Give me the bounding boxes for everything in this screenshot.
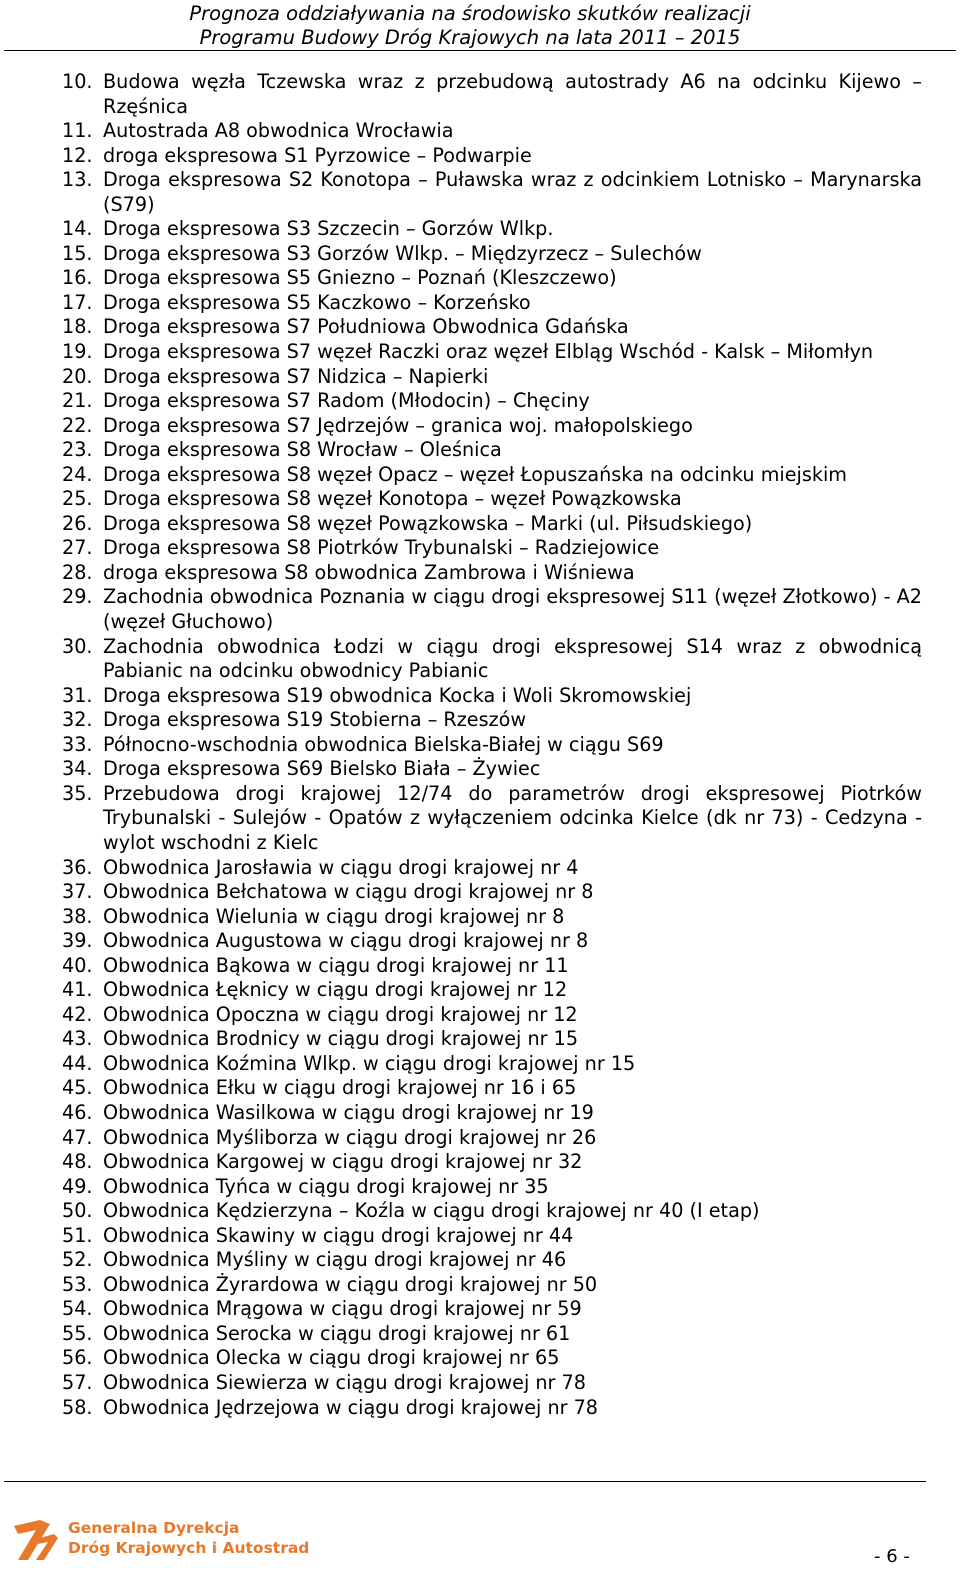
gddkia-logo — [10, 1512, 320, 1564]
list-item — [62, 512, 922, 537]
list-item-text: Droga ekspresowa S69 Bielsko Biała – Żywiec — [103, 757, 541, 781]
list-item-text: droga ekspresowa S1 Pyrzowice – Podwarpie — [103, 143, 532, 167]
list-item-number: 26. — [62, 511, 93, 535]
list-item-number: 46. — [62, 1100, 93, 1124]
list-item-text: Droga ekspresowa S5 Kaczkowo – Korzeńsko — [103, 290, 531, 314]
list-item — [62, 217, 922, 242]
list-item-text: Droga ekspresowa S7 węzeł Raczki oraz węzeł Elbląg Wschód - Kalsk – Miłomłyn — [103, 340, 874, 364]
list-item-text: Północno-wschodnia obwodnica Bielska-Białej w ciągu S69 — [103, 732, 664, 756]
list-item — [62, 1346, 922, 1371]
list-item-number: 50. — [62, 1199, 93, 1223]
list-item-number: 56. — [62, 1346, 93, 1370]
list-item-number: 31. — [62, 683, 93, 707]
list-item-text: Obwodnica Kargowej w ciągu drogi krajowej nr 32 — [103, 1150, 583, 1174]
list-item — [62, 757, 922, 782]
list-item-number: 28. — [62, 560, 93, 584]
list-item — [62, 438, 922, 463]
list-item — [62, 242, 922, 267]
list-item — [62, 315, 922, 340]
list-item-number: 21. — [62, 389, 93, 413]
list-item — [62, 635, 922, 684]
list-item-number: 17. — [62, 290, 93, 314]
list-item-text: Droga ekspresowa S19 Stobierna – Rzeszów — [103, 708, 527, 732]
list-item-number: 52. — [62, 1248, 93, 1272]
list-item — [62, 684, 922, 709]
list-item-text: Obwodnica Tyńca w ciągu drogi krajowej nr 35 — [103, 1174, 549, 1198]
list-item-number: 27. — [62, 536, 93, 560]
list-item — [62, 70, 922, 119]
list-item-text: Obwodnica Jarosławia w ciągu drogi krajowej nr 4 — [103, 855, 579, 879]
list-item-text: Droga ekspresowa S7 Południowa Obwodnica Gdańska — [103, 315, 629, 339]
list-item-text: Droga ekspresowa S7 Jędrzejów – granica woj. małopolskiego — [103, 413, 693, 437]
list-item-number: 25. — [62, 487, 93, 511]
list-item — [62, 733, 922, 758]
list-item — [62, 414, 922, 439]
list-item — [62, 365, 922, 390]
list-item-number: 33. — [62, 732, 93, 756]
list-item-number: 16. — [62, 266, 93, 290]
list-item-number: 32. — [62, 708, 93, 732]
list-item-number: 35. — [62, 781, 93, 805]
list-item-number: 20. — [62, 364, 93, 388]
logo-text-line-2: Dróg Krajowych i Autostrad — [68, 1539, 310, 1557]
list-item-text: Obwodnica Bełchatowa w ciągu drogi krajowej nr 8 — [103, 880, 594, 904]
list-item-number: 19. — [62, 340, 93, 364]
list-item-number: 24. — [62, 462, 93, 486]
list-item-number: 44. — [62, 1051, 93, 1075]
list-item-text: Obwodnica Łęknicy w ciągu drogi krajowej nr 12 — [103, 978, 568, 1002]
list-item-number: 48. — [62, 1150, 93, 1174]
list-item-number: 39. — [62, 929, 93, 953]
list-item-number: 51. — [62, 1223, 93, 1247]
list-item-text: Obwodnica Koźmina Wlkp. w ciągu drogi krajowej nr 15 — [103, 1051, 636, 1075]
list-item-text: droga ekspresowa S8 obwodnica Zambrowa i Wiśniewa — [103, 560, 635, 584]
list-item — [62, 1224, 922, 1249]
list-item-text: Droga ekspresowa S19 obwodnica Kocka i Woli Skromowskiej — [103, 683, 692, 707]
list-item-text: Autostrada A8 obwodnica Wrocławia — [103, 119, 454, 143]
list-item — [62, 119, 922, 144]
list-item-number: 49. — [62, 1174, 93, 1198]
list-item — [62, 1371, 922, 1396]
header-divider — [4, 50, 956, 51]
header-title-line-2: Programu Budowy Dróg Krajowych na lata 2011 – 2015 — [199, 26, 741, 49]
list-item-text: Obwodnica Brodnicy w ciągu drogi krajowej nr 15 — [103, 1027, 579, 1051]
list-item-number: 45. — [62, 1076, 93, 1100]
list-item-text: Droga ekspresowa S7 Nidzica – Napierki — [103, 364, 489, 388]
list-item-text: Przebudowa drogi krajowej 12/74 do parametrów drogi ekspresowej Piotrków Trybunalski - Sulejów - Opatów z wyłączeniem odcinka Kielce (dk nr 73) - Cedzyna - wylot wschodni z Kielc — [103, 781, 922, 854]
list-item-number: 18. — [62, 315, 93, 339]
list-item-text: Obwodnica Wielunia w ciągu drogi krajowej nr 8 — [103, 904, 565, 928]
list-item-number: 58. — [62, 1395, 93, 1419]
list-item — [62, 1273, 922, 1298]
list-item-number: 43. — [62, 1027, 93, 1051]
footer-divider — [4, 1481, 926, 1482]
list-item-number: 41. — [62, 978, 93, 1002]
list-item-number: 23. — [62, 438, 93, 462]
header-title-line-1: Prognoza oddziaływania na środowisko skutków realizacji — [189, 2, 751, 25]
list-item-text: Obwodnica Bąkowa w ciągu drogi krajowej nr 11 — [103, 953, 569, 977]
list-item-number: 54. — [62, 1297, 93, 1321]
list-item-number: 55. — [62, 1321, 93, 1345]
list-item-number: 36. — [62, 855, 93, 879]
list-item — [62, 266, 922, 291]
list-item-text: Zachodnia obwodnica Poznania w ciągu drogi ekspresowej S11 (węzeł Złotkowo) - A2 (węzeł Głuchowo) — [103, 585, 922, 634]
list-item — [62, 1396, 922, 1421]
list-item-number: 47. — [62, 1125, 93, 1149]
list-item — [62, 1199, 922, 1224]
list-item — [62, 585, 922, 634]
list-item-text: Droga ekspresowa S8 Wrocław – Oleśnica — [103, 438, 502, 462]
list-item — [62, 1297, 922, 1322]
list-item — [62, 1126, 922, 1151]
list-item-number: 30. — [62, 634, 93, 658]
list-item-number: 29. — [62, 585, 93, 609]
list-item — [62, 905, 922, 930]
list-item-number: 34. — [62, 757, 93, 781]
list-item-text: Obwodnica Myśliny w ciągu drogi krajowej nr 46 — [103, 1248, 567, 1272]
list-item — [62, 291, 922, 316]
list-item — [62, 1027, 922, 1052]
list-item — [62, 1248, 922, 1273]
list-item — [62, 1150, 922, 1175]
list-item — [62, 1322, 922, 1347]
list-item-number: 14. — [62, 217, 93, 241]
list-item-number: 37. — [62, 880, 93, 904]
list-item-number: 38. — [62, 904, 93, 928]
list-item-text: Droga ekspresowa S8 węzeł Konotopa – węzeł Powązkowska — [103, 487, 682, 511]
list-item-text: Obwodnica Żyrardowa w ciągu drogi krajowej nr 50 — [103, 1272, 598, 1296]
list-item-text: Obwodnica Mrągowa w ciągu drogi krajowej nr 59 — [103, 1297, 582, 1321]
list-item — [62, 1101, 922, 1126]
list-item — [62, 856, 922, 881]
list-item-number: 10. — [62, 70, 93, 93]
list-item-text: Obwodnica Augustowa w ciągu drogi krajowej nr 8 — [103, 929, 589, 953]
list-item-text: Droga ekspresowa S2 Konotopa – Puławska wraz z odcinkiem Lotnisko – Marynarska (S79) — [103, 168, 922, 216]
list-item-text: Zachodnia obwodnica Łodzi w ciągu drogi ekspresowej S14 wraz z obwodnicą Pabianic na odcinku obwodnicy Pabianic — [103, 634, 922, 683]
list-item-number: 22. — [62, 413, 93, 437]
logo-text-line-1: Generalna Dyrekcja — [68, 1519, 240, 1537]
list-item — [62, 536, 922, 561]
list-item-number: 12. — [62, 143, 93, 167]
gddkia-logo-icon — [10, 1512, 62, 1564]
list-item-text: Obwodnica Jędrzejowa w ciągu drogi krajowej nr 78 — [103, 1395, 599, 1419]
list-item-text: Droga ekspresowa S3 Szczecin – Gorzów Wlkp. — [103, 217, 554, 241]
list-item-text: Droga ekspresowa S3 Gorzów Wlkp. – Międzyrzecz – Sulechów — [103, 241, 702, 265]
list-item-text: Obwodnica Myśliborza w ciągu drogi krajowej nr 26 — [103, 1125, 597, 1149]
list-item-text: Obwodnica Serocka w ciągu drogi krajowej nr 61 — [103, 1321, 571, 1345]
list-item — [62, 708, 922, 733]
list-item — [62, 561, 922, 586]
list-item — [62, 487, 922, 512]
list-item-text: Obwodnica Olecka w ciągu drogi krajowej nr 65 — [103, 1346, 560, 1370]
list-item — [62, 144, 922, 169]
list-item — [62, 1003, 922, 1028]
page-header — [0, 0, 960, 50]
list-item — [62, 389, 922, 414]
list-item-text: Obwodnica Opoczna w ciągu drogi krajowej nr 12 — [103, 1002, 578, 1026]
list-item-number: 40. — [62, 953, 93, 977]
list-item-text: Droga ekspresowa S8 Piotrków Trybunalski – Radziejowice — [103, 536, 660, 560]
list-item-text: Obwodnica Skawiny w ciągu drogi krajowej nr 44 — [103, 1223, 574, 1247]
list-item-text: Droga ekspresowa S7 Radom (Młodocin) – Chęciny — [103, 389, 590, 413]
list-item-text: Droga ekspresowa S8 węzeł Powązkowska – Marki (ul. Piłsudskiego) — [103, 511, 753, 535]
list-item — [62, 168, 922, 217]
list-item — [62, 929, 922, 954]
list-item — [62, 954, 922, 979]
list-item-text: Obwodnica Ełku w ciągu drogi krajowej nr 16 i 65 — [103, 1076, 577, 1100]
list-item-text: Obwodnica Siewierza w ciągu drogi krajowej nr 78 — [103, 1370, 586, 1394]
list-item — [62, 340, 922, 365]
list-item — [62, 1052, 922, 1077]
list-item-text: Obwodnica Kędzierzyna – Koźla w ciągu drogi krajowej nr 40 (I etap) — [103, 1199, 760, 1223]
list-item — [62, 978, 922, 1003]
list-item-number: 57. — [62, 1370, 93, 1394]
list-item-number: 53. — [62, 1272, 93, 1296]
list-item-number: 42. — [62, 1002, 93, 1026]
list-item-text: Obwodnica Wasilkowa w ciągu drogi krajowej nr 19 — [103, 1100, 594, 1124]
list-item-text: Droga ekspresowa S8 węzeł Opacz – węzeł Łopuszańska na odcinku miejskim — [103, 462, 847, 486]
page-number: - 6 - — [874, 1546, 910, 1567]
list-item — [62, 1175, 922, 1200]
list-item-text: Droga ekspresowa S5 Gniezno – Poznań (Kleszczewo) — [103, 266, 617, 290]
project-list — [62, 70, 922, 1420]
list-item — [62, 463, 922, 488]
list-item-text: Budowa węzła Tczewska wraz z przebudową autostrady A6 na odcinku Kijewo – Rzęśnica — [103, 70, 922, 118]
list-item — [62, 880, 922, 905]
list-item-number: 13. — [62, 168, 93, 192]
list-item — [62, 782, 922, 856]
list-item-number: 11. — [62, 119, 93, 143]
list-item-number: 15. — [62, 241, 93, 265]
list-item — [62, 1076, 922, 1101]
